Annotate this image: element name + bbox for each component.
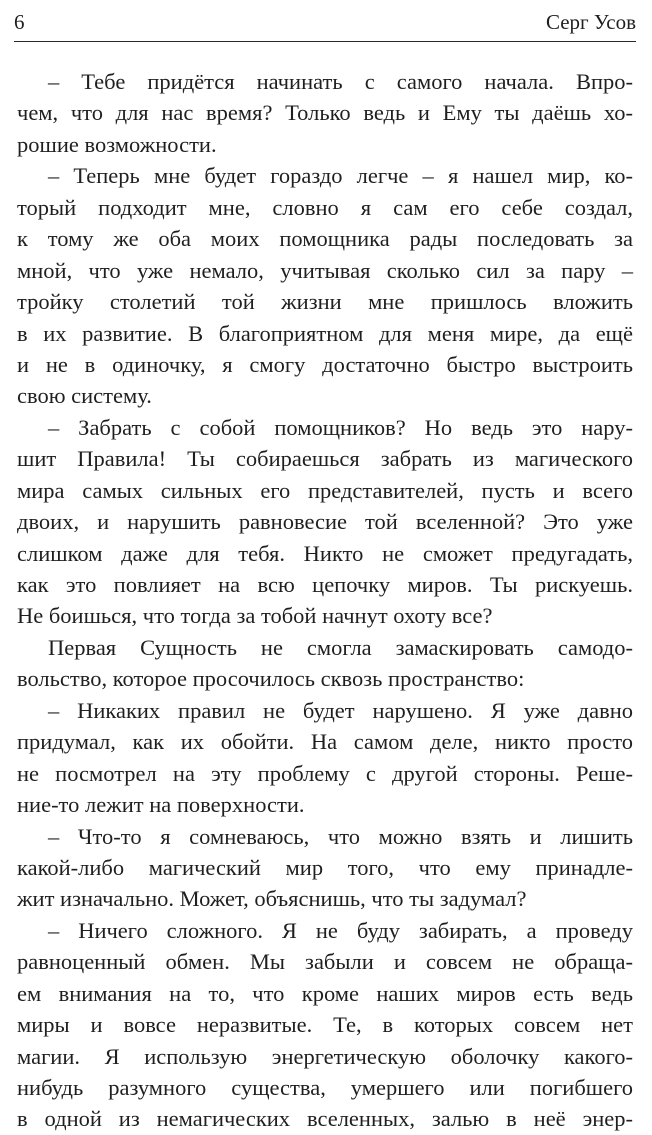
text-line: не посмотрел на эту проблему с другой стороны. Реше- — [17, 760, 633, 786]
text-line: ем внимания на то, что кроме наших миров есть ведь — [17, 980, 633, 1006]
text-line: – Теперь мне будет гораздо легче – я нашел мир, ко- — [48, 163, 633, 189]
text-line: двоих, и нарушить равновесие той вселенной? Это уже — [17, 509, 633, 535]
text-line: свою систему. — [17, 383, 152, 409]
text-line: в одной из немагических вселенных, залью в неё энер- — [17, 1106, 633, 1132]
text-line: шит Правила! Ты собираешься забрать из магического — [17, 446, 633, 472]
text-line: вольство, которое просочилось сквозь пространство: — [17, 666, 525, 692]
text-line: магии. Я использую энергетическую оболочку какого- — [17, 1043, 633, 1069]
page-body — [17, 66, 633, 1135]
page-header — [14, 0, 636, 46]
text-line: жит изначально. Может, объяснишь, что ты задумал? — [17, 886, 527, 912]
page-number: 6 — [14, 10, 25, 34]
text-line: – Ничего сложного. Я не буду забирать, а проведу — [48, 917, 633, 943]
text-line: как это повлияет на всю цепочку миров. Ты рискуешь. — [17, 572, 633, 597]
text-line: мной, что уже немало, учитывая сколько сил за пару – — [17, 257, 633, 283]
text-line: придумал, как их обойти. На самом деле, никто просто — [17, 729, 633, 755]
text-line: – Тебе придётся начинать с самого начала. Впро- — [48, 69, 633, 94]
text-line: торый подходит мне, словно я сам его себе создал, — [17, 194, 633, 220]
running-head-author: Серг Усов — [545, 10, 636, 34]
text-line: равноценный обмен. Мы забыли и совсем не обраща- — [17, 949, 633, 975]
text-line: к тому же оба моих помощника рады последовать за — [17, 226, 633, 252]
text-line: Первая Сущность не смогла замаскировать самодо- — [48, 634, 633, 660]
text-line: Не боишься, что тогда за тобой начнут охоту все? — [17, 603, 493, 629]
text-line: мира самых сильных его представителей, пусть и всего — [17, 477, 633, 503]
text-line: и не в одиночку, я смогу достаточно быстро выстроить — [17, 351, 633, 377]
text-line: слишком даже для тебя. Никто не сможет предугадать, — [17, 540, 633, 566]
text-line: тройку столетий той жизни мне пришлось вложить — [17, 289, 633, 315]
text-line: миры и вовсе неразвитые. Те, в которых совсем нет — [17, 1012, 633, 1038]
text-line: ние-то лежит на поверхности. — [17, 792, 305, 818]
text-line: рошие возможности. — [17, 131, 217, 157]
text-line: – Никаких правил не будет нарушено. Я уже давно — [48, 697, 633, 723]
text-line: чем, что для нас время? Только ведь и Ему ты даёшь хо- — [17, 100, 633, 126]
text-line: нибудь разумного существа, умершего или погибшего — [17, 1075, 633, 1100]
text-line: какой-либо магический мир того, что ему принадле- — [17, 854, 633, 880]
text-line: – Что-то я сомневаюсь, что можно взять и лишить — [48, 823, 633, 849]
text-line: – Забрать с собой помощников? Но ведь это нару- — [48, 414, 633, 440]
text-line: в их развитие. В благоприятном для меня мире, да ещё — [17, 320, 633, 346]
header-rule — [14, 41, 636, 42]
